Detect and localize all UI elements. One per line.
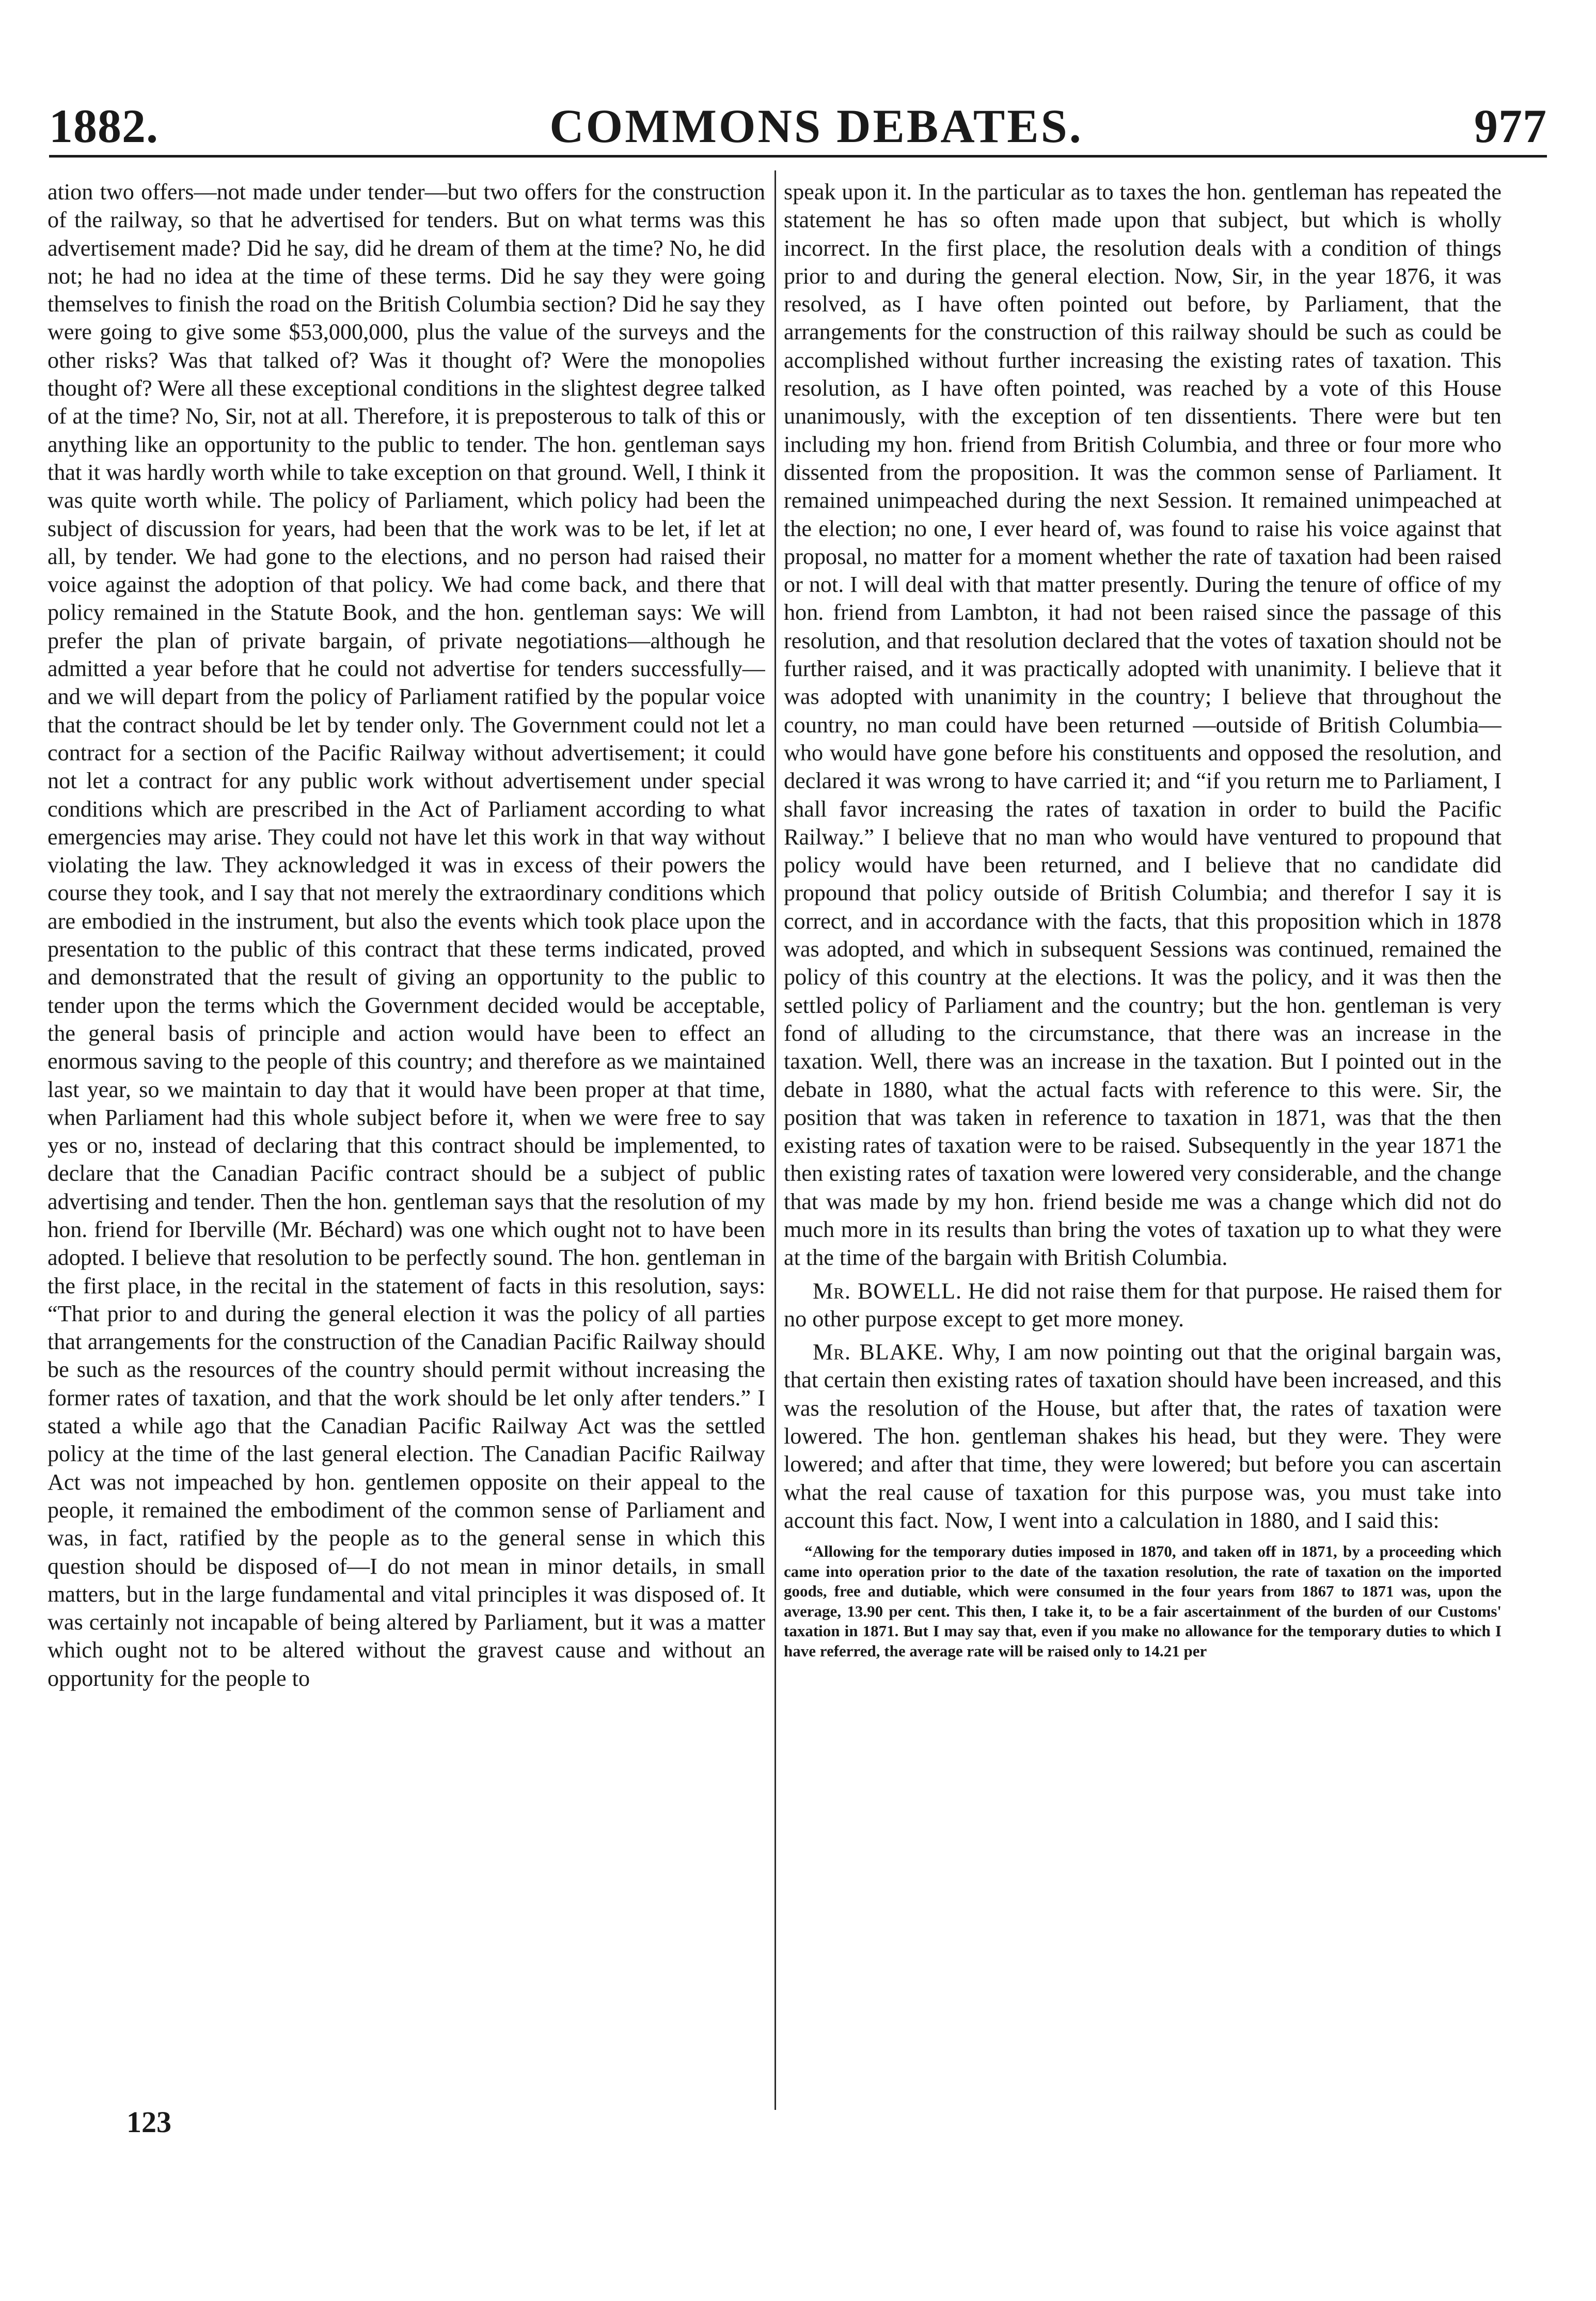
left-column xyxy=(48,178,765,2125)
blake-speech xyxy=(784,1338,1502,1535)
header-year: 1882. xyxy=(49,100,159,152)
column-divider xyxy=(775,170,776,2110)
blake-quotation: “Allowing for the temporary duties imposed in 1870, and taken off in 1871, by a proceeding which came into operation prior to the date of the taxation resolution, the rate of taxation on the imported goods, free and dutiable, which were consumed in the four years from 1867 to 1871 was, upon the average, 13.90 per cent. This then, I take it, to be a fair ascertainment of the burden of our Customs' taxation in 1871. But I may say that, even if you make no allowance for the temporary duties to which I have referred, the average rate will be raised only to 14.21 per xyxy=(784,1542,1502,1660)
header-page-number: 977 xyxy=(1474,100,1547,152)
header-title: COMMONS DEBATES. xyxy=(549,100,1083,152)
right-opening-paragraph: speak upon it. In the particular as to taxes the hon. gentleman has repeated the statement he has so often made upon that subject, but which is wholly incorrect. In the first place, the resolution deals with a condition of things prior to and during the general election. Now, Sir, in the year 1876, it was resolved, as I have often pointed out before, by Parliament, that the arrangements for the construction of this railway should be such as could be accomplished without further increasing the existing rates of taxation. This resolution, as I have often pointed, was reached by a vote of this House unanimously, with the exception of ten dissentients. There were but ten including my hon. friend from British Columbia, and three or four more who dissented from the proposition. It was the common sense of Parliament. It remained unimpeached during the next Session. It remained unimpeached at the election; no one, I ever heard of, was found to raise his voice against that proposal, no matter for a moment whether the rate of taxation had been raised or not. I will deal with that matter presently. During the tenure of office of my hon. friend from Lambton, it had not been raised since the passage of this resolution, and that resolution declared that the votes of taxation should not be further raised, and it was practically adopted with unanimity. I believe that it was adopted with unanimity in the country; I believe that throughout the country, no man could have been returned —outside of British Columbia—who would have gone before his constituents and opposed the resolution, and declared it was wrong to have carried it; and “if you return me to Parliament, I shall favor increasing the rates of taxation in order to build the Pacific Railway.” I believe that no man who would have ventured to propound that policy would have been returned, and I believe that no candidate did propound that policy outside of British Columbia; and therefor I say it is correct, and in accordance with the facts, that this proposition which in 1878 was adopted, and which in subsequent Sessions was continued, remained the policy of this country at the elections. It was the policy, and it was then the settled policy of Parliament and the country; but the hon. gentleman is very fond of alluding to the circumstance, that there was an increase in the taxation. Well, there was an increase in the taxation. But I pointed out in the debate in 1880, what the actual facts with reference to this were. Sir, the position that was taken in reference to taxation in 1871, was that the then existing rates of taxation were to be raised. Subsequently in the year 1871 the then existing rates of taxation were lowered very considerable, and the change that was made by my hon. friend beside me was a change which did not do much more in its results than bring the votes of taxation up to what they were at the time of the bargain with British Columbia. xyxy=(784,179,1502,1271)
header-rule xyxy=(49,155,1547,158)
signature-mark: 123 xyxy=(127,2105,171,2139)
page-header xyxy=(49,77,1547,150)
bowell-speech xyxy=(784,1277,1502,1334)
right-column xyxy=(784,178,1502,2125)
blake-speaker: Mr. BLAKE. xyxy=(813,1339,944,1365)
bowell-speaker: Mr. BOWELL. xyxy=(813,1278,962,1304)
blake-text: Why, I am now pointing out that the original bargain was, that certain then existing rates of taxation should have been increased, and this was the resolution of the House, but after that, the rates of taxation were lowered. The hon. gentleman shakes his head, but they were. They were lowered; and after that time, they were lowered; but before you can ascertain what the real cause of taxation for this purpose was, you must take into account this fact. Now, I went into a calculation in 1880, and I said this: xyxy=(784,1339,1502,1533)
left-paragraph: ation two offers—not made under tender—but two offers for the construction of the railway, so that he advertised for tenders. But on what terms was this advertisement made? Did he say, did he dream of them at the time? No, he did not; he had no idea at the time of these terms. Did he say they were going themselves to finish the road on the British Columbia section? Did he say they were going to give some $53,000,000, plus the value of the surveys and the other risks? Was that talked of? Was it thought of? Were the monopolies thought of? Were all these exceptional conditions in the slightest degree talked of at the time? No, Sir, not at all. Therefore, it is preposterous to talk of this or anything like an opportunity to the public to tender. The hon. gentleman says that it was hardly worth while to take exception on that ground. Well, I think it was quite worth while. The policy of Parliament, which policy had been the subject of discussion for years, had been that the work was to be let, if let at all, by tender. We had gone to the elections, and no person had raised their voice against the adoption of that policy. We had come back, and there that policy remained in the Statute Book, and the hon. gentleman says: We will prefer the plan of private bargain, of private negotiations—although he admitted a year before that he could not advertise for tenders successfully—and we will depart from the policy of Parliament ratified by the popular voice that the contract should be let by tender only. The Government could not let a contract for a section of the Pacific Railway without advertisement; it could not let a contract for any public work without advertisement under special conditions which are prescribed in the Act of Parliament according to what emergencies may arise. They could not have let this work in that way without violating the law. They acknowledged it was in excess of their powers the course they took, and I say that not merely the extraordinary conditions which are embodied in the instrument, but also the events which took place upon the presentation to the public of this contract that these terms indicated, proved and demonstrated that the result of giving an opportunity to the public to tender upon the terms which the Government decided would be acceptable, the general basis of principle and action would have been to effect an enormous saving to the people of this country; and therefore as we maintained last year, so we maintain to day that it would have been proper at that time, when Parliament had this whole subject before it, when we were free to say yes or no, instead of declaring that this contract should be implemented, to declare that the Canadian Pacific contract should be a subject of public advertising and tender. Then the hon. gentleman says that the resolution of my hon. friend for Iberville (Mr. Béchard) was one which ought not to have been adopted. I believe that resolution to be perfectly sound. The hon. gentleman in the first place, in the recital in the statement of facts in this resolution, says: “That prior to and during the general election it was the policy of all parties that arrangements for the construction of the Canadian Pacific Railway should be such as the resources of the country should permit without increasing the former rates of taxation, and that the work should be let only after tenders.” I stated a while ago that the Canadian Pacific Railway Act was the settled policy at the time of the last general election. The Canadian Pacific Railway Act was not impeached by hon. gentlemen opposite on their appeal to the people, it remained the embodiment of the common sense of Parliament and was, in fact, ratified by the people as to the general sense in which this question should be disposed of—I do not mean in minor details, in small matters, but in the large fundamental and vital principles it was disposed of. It was certainly not incapable of being altered by Parliament, but it was a matter which ought not to be altered without the gravest cause and without an opportunity for the people to xyxy=(48,179,765,1691)
bowell-text: He did not raise them for that purpose. He raised them for no other purpose except to get more money. xyxy=(784,1278,1502,1332)
